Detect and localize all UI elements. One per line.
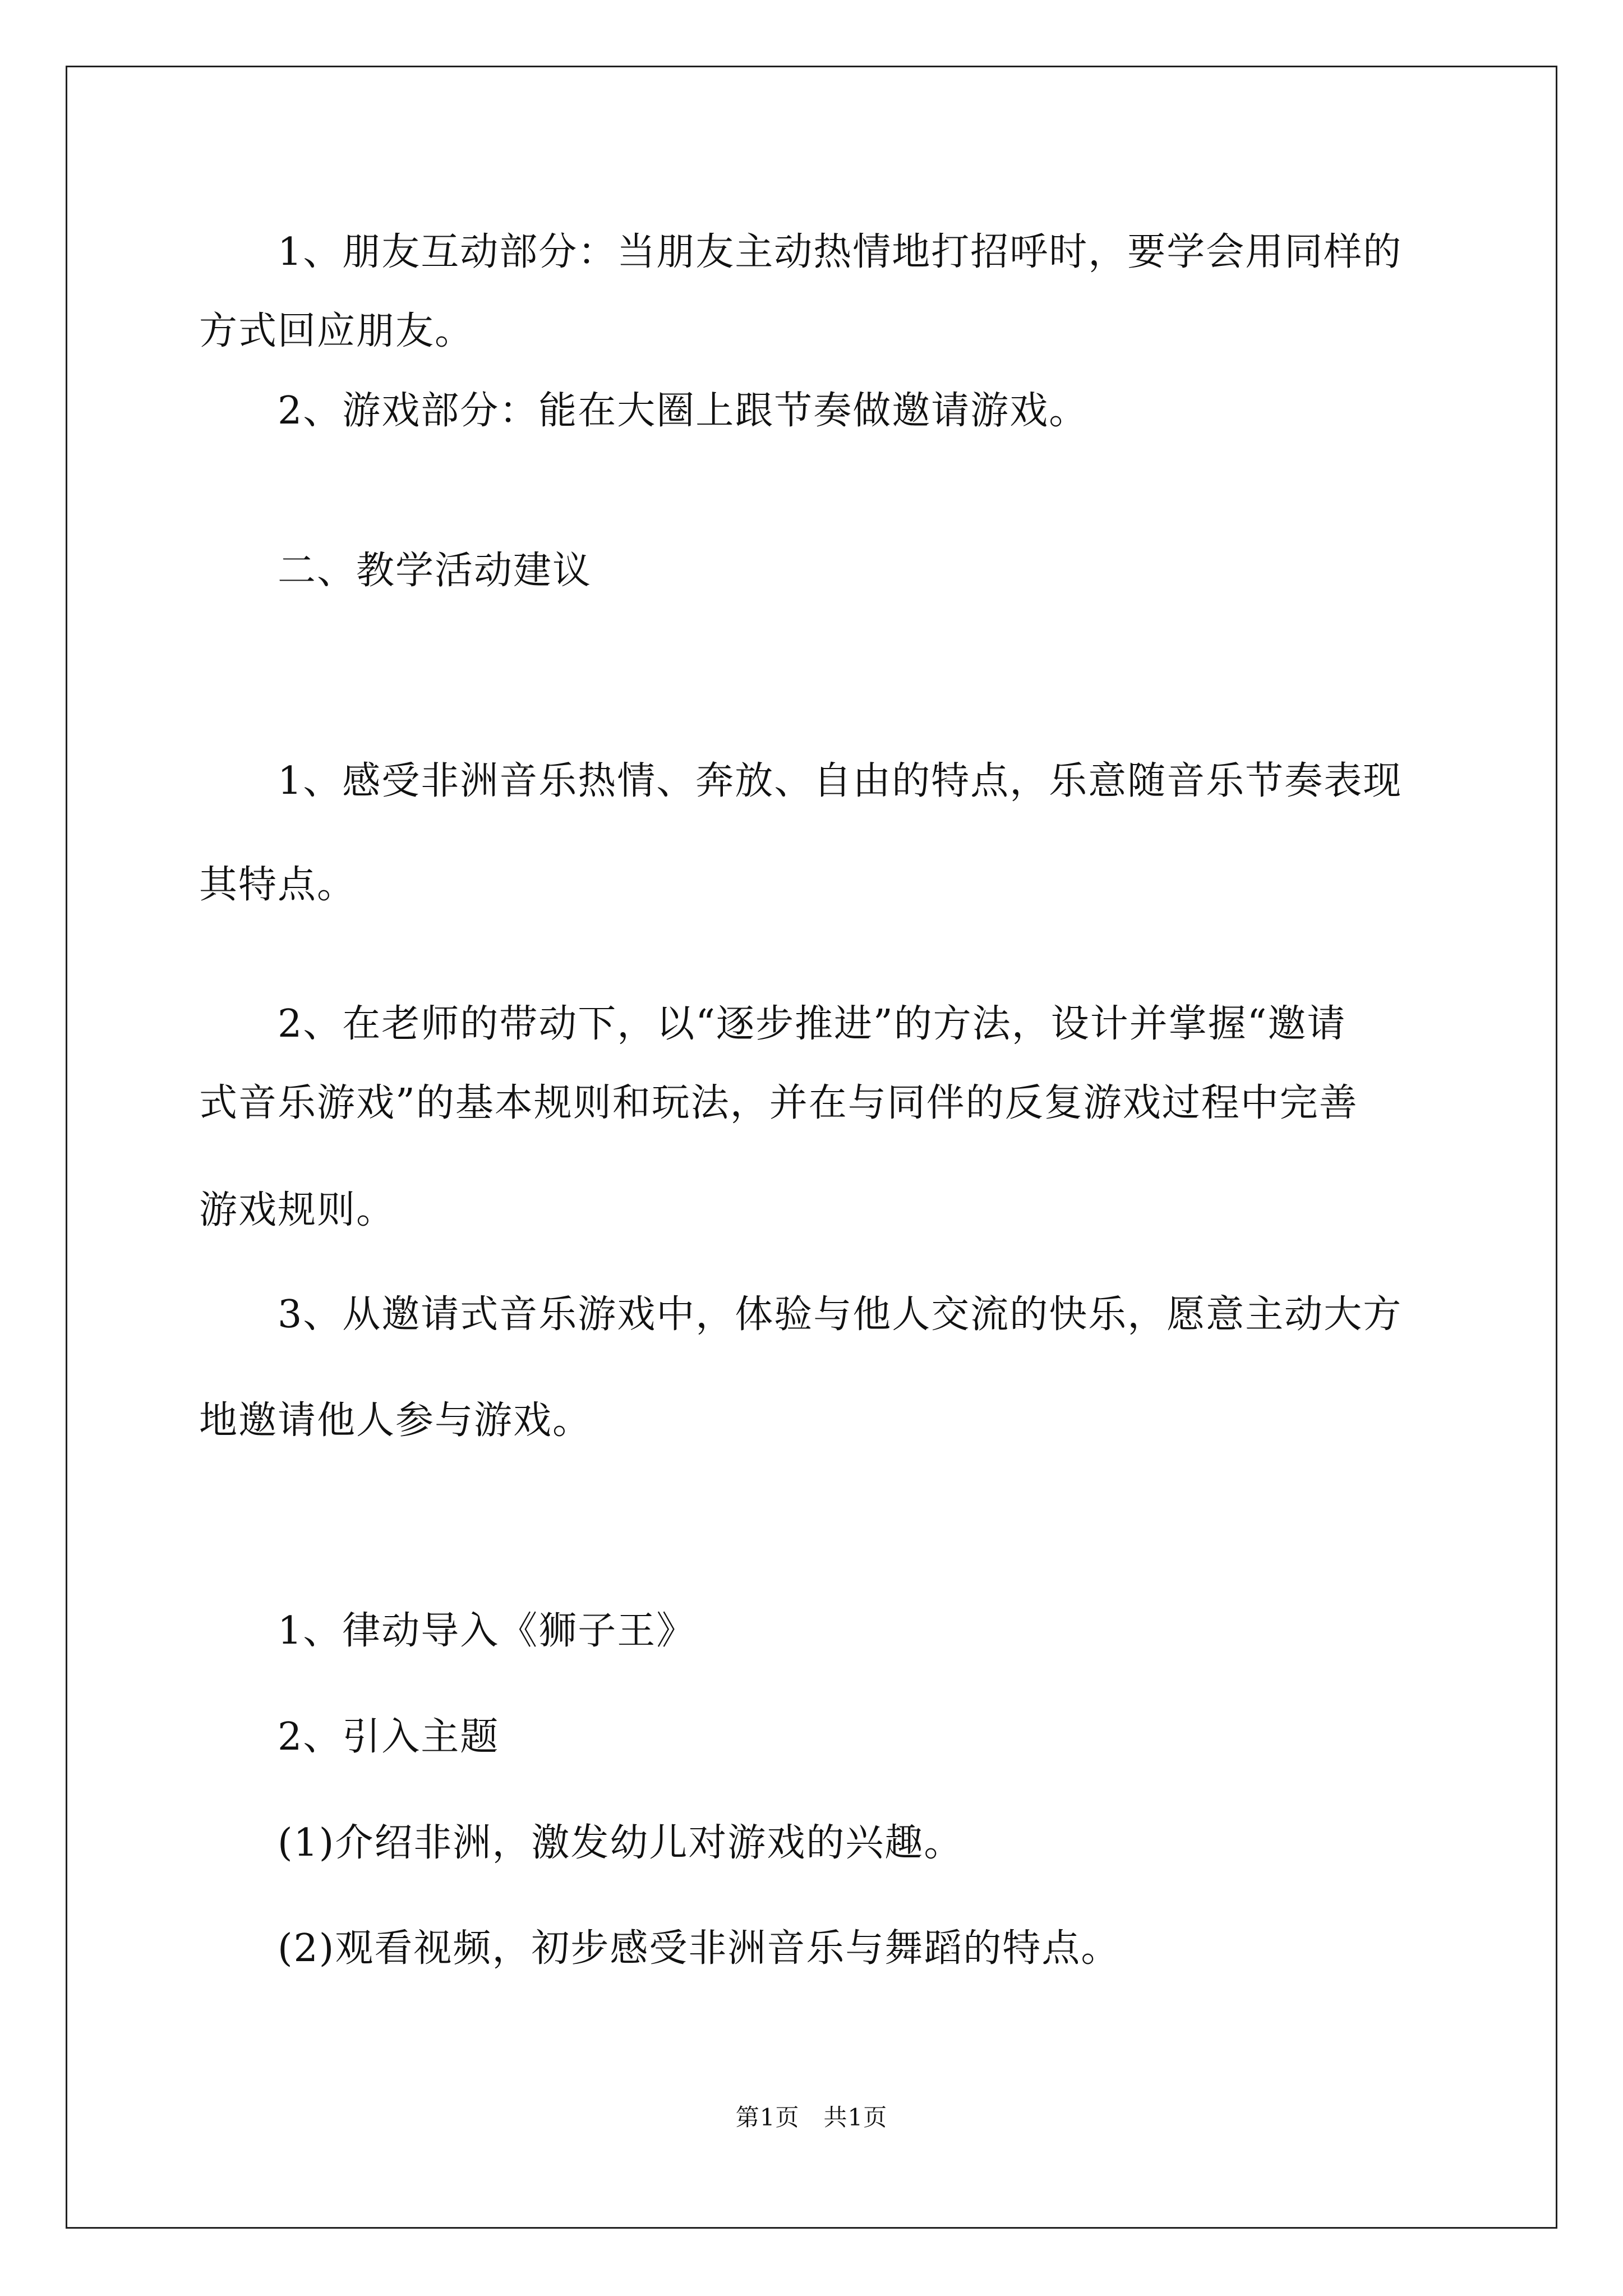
section-heading: 二、教学活动建议 xyxy=(278,549,592,593)
text-line-12: 1、律动导入《狮子王》 xyxy=(278,1609,696,1653)
text-line-2: 方式回应朋友。 xyxy=(199,309,474,353)
text-line-15: (2)观看视频，初步感受非洲音乐与舞蹈的特点。 xyxy=(278,1926,1121,1971)
text-line-1: 1、朋友互动部分：当朋友主动热情地打招呼时，要学会用同样的 xyxy=(278,230,1403,274)
text-line-10: 3、从邀请式音乐游戏中，体验与他人交流的快乐，愿意主动大方 xyxy=(278,1292,1403,1337)
text-line-8: 式音乐游戏”的基本规则和玩法，并在与同伴的反复游戏过程中完善 xyxy=(199,1081,1358,1125)
text-line-9: 游戏规则。 xyxy=(199,1188,396,1232)
text-line-6: 其特点。 xyxy=(199,863,357,907)
text-line-11: 地邀请他人参与游戏。 xyxy=(199,1398,592,1443)
text-line-3: 2、游戏部分：能在大圈上跟节奏做邀请游戏。 xyxy=(278,389,1089,433)
text-line-14: (1)介绍非洲，激发幼儿对游戏的兴趣。 xyxy=(278,1821,963,1865)
text-line-13: 2、引入主题 xyxy=(278,1715,500,1759)
page-footer: 第1页 共1页 xyxy=(735,2104,888,2131)
text-line-5: 1、感受非洲音乐热情、奔放、自由的特点，乐意随音乐节奏表现 xyxy=(278,759,1403,803)
text-line-7: 2、在老师的带动下，以“逐步推进”的方法，设计并掌握“邀请 xyxy=(278,1002,1347,1046)
